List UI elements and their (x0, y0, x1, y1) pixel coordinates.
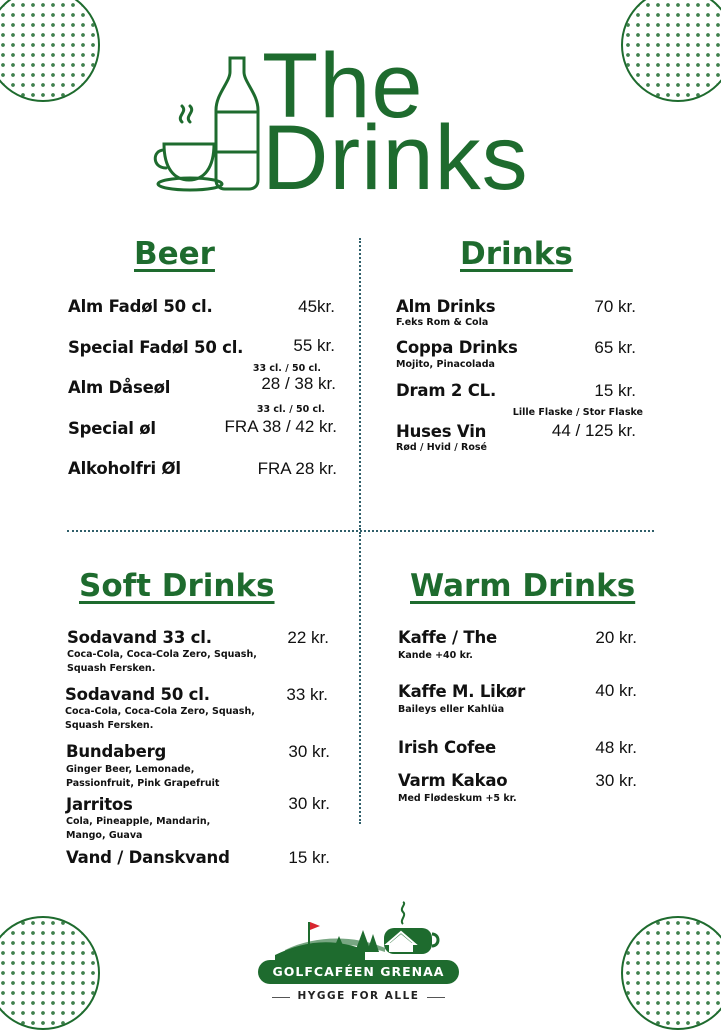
drinks-item-price: 70 kr. (594, 297, 636, 316)
coffee-cup-and-bottle-icon (152, 52, 262, 194)
vertical-divider-top (359, 238, 361, 530)
vertical-divider-bottom (359, 532, 361, 824)
soft-item-desc: Coca-Cola, Coca-Cola Zero, Squash, (67, 649, 257, 660)
soft-drinks-heading: Soft Drinks (79, 568, 275, 604)
page-title-line-2: Drinks (262, 107, 529, 209)
warm-item-name: Kaffe / The (398, 628, 497, 647)
beer-item-sizes: 33 cl. / 50 cl. (256, 404, 325, 415)
soft-item-name: Jarritos (66, 795, 133, 814)
beer-item-price: 28 / 38 kr. (261, 374, 336, 393)
page-title-line-1: The (262, 35, 424, 137)
soft-item-desc: Mango, Guava (66, 830, 143, 841)
drinks-item-price: 15 kr. (594, 381, 636, 400)
drinks-item-name: Huses Vin (396, 422, 487, 441)
golf-ball-icon-bottom-right (621, 916, 721, 1030)
soft-item-price: 15 kr. (288, 848, 330, 867)
beer-item-name: Alkoholfri Øl (68, 459, 181, 478)
warm-item-desc: Baileys eller Kahlüa (398, 704, 505, 715)
beer-item-sizes: 33 cl. / 50 cl. (252, 363, 321, 374)
drinks-item-price: 65 kr. (594, 338, 636, 357)
beer-item-name: Special Fadøl 50 cl. (68, 338, 244, 357)
soft-item-price: 33 kr. (286, 685, 328, 704)
soft-item-name: Sodavand 50 cl. (65, 685, 210, 704)
warm-item-name: Kaffe M. Likør (398, 682, 526, 701)
warm-drinks-heading: Warm Drinks (410, 568, 636, 604)
warm-item-desc: Kande +40 kr. (398, 650, 473, 661)
warm-item-desc: Med Flødeskum +5 kr. (398, 793, 517, 804)
warm-item-price: 30 kr. (595, 771, 637, 790)
drinks-item-price: 44 / 125 kr. (551, 421, 636, 440)
drinks-item-desc: Mojito, Pinacolada (396, 359, 495, 370)
warm-item-name: Irish Cofee (398, 738, 497, 757)
soft-item-desc: Squash Fersken. (65, 720, 154, 731)
soft-item-desc: Coca-Cola, Coca-Cola Zero, Squash, (65, 706, 255, 717)
soft-item-desc: Squash Fersken. (67, 663, 156, 674)
drinks-item-desc: Rød / Hvid / Rosé (396, 442, 487, 453)
warm-item-price: 20 kr. (595, 628, 637, 647)
golf-ball-icon-top-left (0, 0, 100, 102)
soft-item-price: 30 kr. (288, 794, 330, 813)
warm-item-name: Varm Kakao (398, 771, 508, 790)
soft-item-name: Sodavand 33 cl. (67, 628, 212, 647)
golf-landscape-logo-icon (275, 900, 445, 960)
soft-item-desc: Ginger Beer, Lemonade, (66, 764, 195, 775)
drinks-item-name: Coppa Drinks (396, 338, 518, 357)
soft-item-name: Vand / Danskvand (66, 848, 230, 867)
soft-item-desc: Passionfruit, Pink Grapefruit (66, 778, 220, 789)
beer-item-price: 55 kr. (293, 336, 335, 355)
horizontal-divider (67, 530, 654, 532)
soft-item-price: 22 kr. (287, 628, 329, 647)
soft-item-price: 30 kr. (288, 742, 330, 761)
beer-item-price: FRA 38 / 42 kr. (224, 417, 337, 436)
golf-ball-icon-top-right (621, 0, 721, 102)
drinks-heading: Drinks (460, 236, 573, 272)
logo-name: GOLFCAFÉEN GRENAA (272, 964, 445, 979)
beer-item-name: Alm Fadøl 50 cl. (68, 297, 213, 316)
soft-item-name: Bundaberg (66, 742, 167, 761)
beer-heading: Beer (134, 236, 215, 272)
drinks-item-desc: F.eks Rom & Cola (396, 317, 489, 328)
drinks-item-name: Dram 2 CL. (396, 381, 497, 400)
drinks-item-name: Alm Drinks (396, 297, 496, 316)
beer-item-price: FRA 28 kr. (257, 459, 337, 478)
beer-item-name: Alm Dåseøl (68, 378, 171, 397)
warm-item-price: 48 kr. (595, 738, 637, 757)
logo-tagline: HYGGE FOR ALLE (297, 990, 420, 1002)
drinks-item-sizes: Lille Flaske / Stor Flaske (512, 407, 643, 418)
golf-ball-icon-bottom-left (0, 916, 100, 1030)
warm-item-price: 40 kr. (595, 681, 637, 700)
beer-item-price: 45kr. (298, 297, 335, 316)
soft-item-desc: Cola, Pineapple, Mandarin, (66, 816, 211, 827)
beer-item-name: Special øl (68, 419, 156, 438)
